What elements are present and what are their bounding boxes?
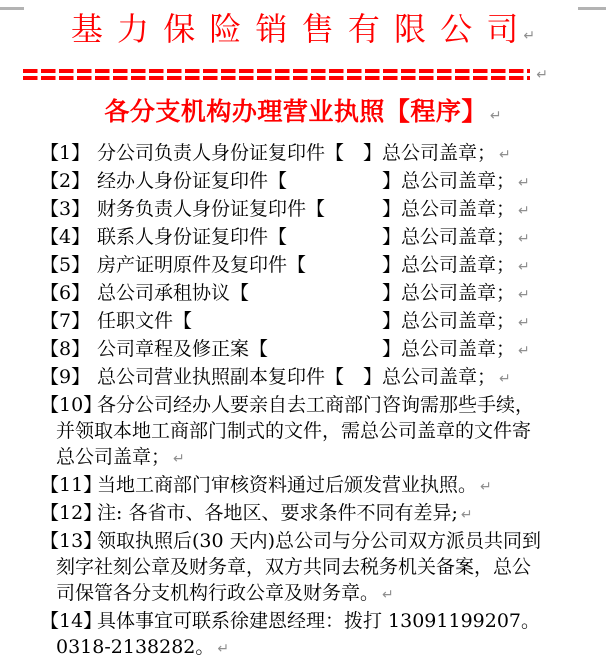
item-text: 各分公司经办人要亲自去工商部门咨询需那些手续， bbox=[97, 394, 535, 416]
paragraph-mark-icon: ↵ bbox=[518, 203, 530, 219]
list-item-first-line bbox=[40, 140, 606, 168]
page-margin-mark-left bbox=[0, 7, 24, 10]
separator-line-bottom bbox=[23, 76, 530, 80]
double-line-separator bbox=[23, 67, 548, 83]
item-text: 分公司负责人身份证复印件【 】总公司盖章； bbox=[97, 142, 497, 164]
list-item bbox=[40, 608, 606, 662]
section-heading: 各分支机构办理营业执照【程序】 bbox=[104, 97, 487, 126]
page-margin-mark-right bbox=[578, 7, 606, 10]
item-text: 总公司承租协议【 】总公司盖章； bbox=[97, 282, 516, 304]
item-marker: 【7】 bbox=[40, 310, 91, 332]
item-marker: 【5】 bbox=[40, 254, 91, 276]
list-item-first-line bbox=[40, 252, 606, 280]
list-item-first-line bbox=[40, 168, 606, 196]
list-item-first-line bbox=[40, 336, 606, 364]
list-item-first-line bbox=[40, 364, 606, 392]
paragraph-mark-icon: ↵ bbox=[460, 507, 473, 523]
list-item bbox=[40, 500, 606, 528]
item-text: 司保管各分支机构行政公章及财务章。 bbox=[56, 582, 380, 604]
list-item-first-line bbox=[40, 224, 606, 252]
item-marker: 【8】 bbox=[40, 338, 91, 360]
list-item-first-line bbox=[40, 392, 606, 418]
list-item-first-line bbox=[40, 500, 606, 528]
item-text: 任职文件【 】总公司盖章； bbox=[97, 310, 516, 332]
list-item bbox=[40, 472, 606, 500]
item-marker: 【10】 bbox=[40, 394, 103, 416]
separator-line-top bbox=[23, 69, 530, 73]
list-item bbox=[40, 336, 606, 364]
paragraph-mark-icon: ↵ bbox=[518, 175, 530, 191]
list-item-first-line bbox=[40, 472, 606, 500]
paragraph-mark-icon: ↵ bbox=[518, 315, 530, 331]
item-text: 房产证明原件及复印件【 】总公司盖章； bbox=[97, 254, 516, 276]
list-item-first-line bbox=[40, 196, 606, 224]
item-marker: 【4】 bbox=[40, 226, 91, 248]
item-text: 0318-2138282。 bbox=[56, 636, 215, 658]
paragraph-mark-icon: ↵ bbox=[518, 231, 530, 247]
item-text: 具体事宜可联系徐建恩经理：拨打 13091199207。 bbox=[97, 610, 541, 632]
paragraph-mark-icon: ↵ bbox=[518, 287, 530, 303]
list-item bbox=[40, 528, 606, 608]
item-text: 并领取本地工商部门制式的文件，需总公司盖章的文件寄 bbox=[56, 420, 532, 442]
item-text: 联系人身份证复印件【 】总公司盖章； bbox=[97, 226, 516, 248]
list-item-wrapped-line bbox=[56, 580, 606, 608]
item-text: 领取执照后(30 天内)总公司与分公司双方派员共同到 bbox=[97, 530, 542, 552]
paragraph-mark-icon: ↵ bbox=[499, 147, 511, 163]
item-text: 公司章程及修正案【 】总公司盖章； bbox=[97, 338, 516, 360]
item-marker: 【3】 bbox=[40, 198, 91, 220]
paragraph-mark-icon: ↵ bbox=[536, 67, 548, 83]
list-item bbox=[40, 280, 606, 308]
item-marker: 【14】 bbox=[40, 610, 103, 632]
paragraph-mark-icon: ↵ bbox=[489, 108, 502, 124]
document-header bbox=[0, 7, 606, 58]
item-text: 经办人身份证复印件【 】总公司盖章； bbox=[97, 170, 516, 192]
list-item-first-line bbox=[40, 280, 606, 308]
list-item bbox=[40, 224, 606, 252]
item-marker: 【9】 bbox=[40, 366, 91, 388]
procedure-list bbox=[40, 140, 606, 662]
paragraph-mark-icon: ↵ bbox=[173, 451, 185, 467]
item-marker: 【1】 bbox=[40, 142, 91, 164]
item-marker: 【11】 bbox=[40, 474, 103, 496]
list-item-first-line bbox=[40, 608, 606, 634]
paragraph-mark-icon: ↵ bbox=[499, 371, 511, 387]
item-marker: 【12】 bbox=[40, 502, 103, 524]
list-item bbox=[40, 252, 606, 280]
list-item bbox=[40, 308, 606, 336]
item-text: 当地工商部门审核资料通过后颁发营业执照。 bbox=[97, 474, 478, 496]
item-text: 注: 各省市、各地区、要求条件不同有差异; bbox=[97, 502, 458, 524]
item-marker: 【13】 bbox=[40, 530, 103, 552]
item-text: 刻字社刻公章及财务章，双方共同去税务机关备案，总公 bbox=[56, 556, 532, 578]
section-heading-row bbox=[0, 96, 606, 132]
list-item-first-line bbox=[40, 528, 606, 554]
item-text: 财务负责人身份证复印件【 】总公司盖章； bbox=[97, 198, 516, 220]
list-item-wrapped-line bbox=[56, 554, 606, 580]
paragraph-mark-icon: ↵ bbox=[523, 28, 536, 44]
list-item bbox=[40, 168, 606, 196]
list-item bbox=[40, 364, 606, 392]
list-item-wrapped-line bbox=[56, 634, 606, 662]
paragraph-mark-icon: ↵ bbox=[217, 641, 230, 657]
paragraph-mark-icon: ↵ bbox=[480, 479, 492, 495]
list-item bbox=[40, 392, 606, 472]
list-item-wrapped-line bbox=[56, 418, 606, 444]
item-text: 总公司营业执照副本复印件【 】总公司盖章； bbox=[97, 366, 497, 388]
paragraph-mark-icon: ↵ bbox=[518, 259, 530, 275]
list-item-wrapped-line bbox=[56, 444, 606, 472]
item-text: 总公司盖章； bbox=[56, 446, 171, 468]
paragraph-mark-icon: ↵ bbox=[382, 587, 394, 603]
company-title: 基 力 保 险 销 售 有 限 公 司 bbox=[70, 10, 521, 48]
list-item-first-line bbox=[40, 308, 606, 336]
list-item bbox=[40, 140, 606, 168]
item-marker: 【6】 bbox=[40, 282, 91, 304]
paragraph-mark-icon: ↵ bbox=[518, 343, 530, 359]
item-marker: 【2】 bbox=[40, 170, 91, 192]
list-item bbox=[40, 196, 606, 224]
